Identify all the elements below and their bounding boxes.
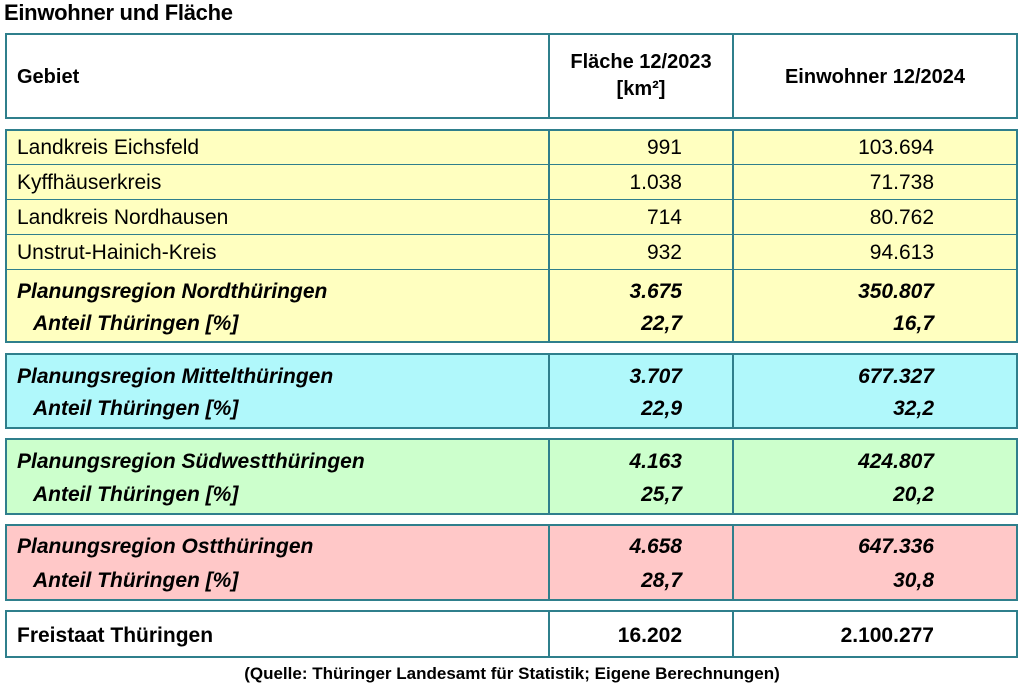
area-value: 932 bbox=[646, 241, 682, 264]
total-name: Freistaat Thüringen bbox=[17, 624, 214, 647]
total-block bbox=[5, 610, 1018, 658]
region-area: 3.675 bbox=[629, 280, 682, 303]
region-population: 350.807 bbox=[858, 280, 934, 303]
region-block-nord bbox=[5, 129, 1018, 343]
share-area: 22,7 bbox=[641, 312, 682, 335]
share-area: 28,7 bbox=[641, 569, 682, 592]
region-block-suedwest bbox=[5, 438, 1018, 515]
share-population: 32,2 bbox=[893, 397, 934, 420]
region-name: Planungsregion Ostthüringen bbox=[17, 535, 314, 558]
population-value: 94.613 bbox=[869, 241, 934, 264]
population-value: 103.694 bbox=[858, 136, 934, 159]
region-total-row bbox=[7, 361, 1016, 393]
district-name: Unstrut-Hainich-Kreis bbox=[17, 241, 217, 264]
area-value: 714 bbox=[646, 206, 682, 229]
share-area: 22,9 bbox=[641, 397, 682, 420]
region-total-row bbox=[7, 276, 1016, 308]
header-flaeche bbox=[550, 49, 732, 103]
total-population: 2.100.277 bbox=[840, 624, 934, 647]
region-area: 3.707 bbox=[629, 365, 682, 388]
share-label: Anteil Thüringen [%] bbox=[33, 312, 239, 335]
share-area: 25,7 bbox=[641, 483, 682, 506]
header-gebiet: Gebiet bbox=[17, 66, 80, 88]
region-area: 4.163 bbox=[629, 450, 682, 473]
share-population: 16,7 bbox=[893, 312, 934, 335]
share-population: 30,8 bbox=[893, 569, 934, 592]
region-area: 4.658 bbox=[629, 535, 682, 558]
table-row bbox=[7, 237, 1016, 269]
source-note: (Quelle: Thüringer Landesamt für Statistik; Eigene Berechnungen) bbox=[244, 664, 780, 683]
share-label: Anteil Thüringen [%] bbox=[33, 397, 239, 420]
table-header bbox=[5, 33, 1018, 119]
total-area: 16.202 bbox=[617, 624, 682, 647]
region-share-row bbox=[7, 479, 1016, 511]
population-value: 80.762 bbox=[869, 206, 934, 229]
region-share-row bbox=[7, 565, 1016, 597]
region-block-ost bbox=[5, 524, 1018, 601]
header-einwohner: Einwohner 12/2024 bbox=[784, 66, 966, 88]
region-block-mitte bbox=[5, 353, 1018, 429]
region-share-row bbox=[7, 393, 1016, 425]
table-row bbox=[7, 132, 1016, 164]
region-population: 677.327 bbox=[858, 365, 934, 388]
area-value: 1.038 bbox=[629, 171, 682, 194]
region-name: Planungsregion Südwestthüringen bbox=[17, 450, 365, 473]
population-value: 71.738 bbox=[869, 171, 934, 194]
share-population: 20,2 bbox=[893, 483, 934, 506]
region-population: 424.807 bbox=[858, 450, 934, 473]
table-row bbox=[7, 167, 1016, 199]
share-label: Anteil Thüringen [%] bbox=[33, 569, 239, 592]
region-name: Planungsregion Nordthüringen bbox=[17, 280, 328, 303]
district-name: Landkreis Eichsfeld bbox=[17, 136, 200, 159]
header-flaeche-unit: [km²] bbox=[616, 78, 666, 100]
total-row bbox=[7, 620, 1016, 652]
region-name: Planungsregion Mittelthüringen bbox=[17, 365, 334, 388]
region-total-row bbox=[7, 446, 1016, 478]
district-name: Kyffhäuserkreis bbox=[17, 171, 162, 194]
share-label: Anteil Thüringen [%] bbox=[33, 483, 239, 506]
region-total-row bbox=[7, 531, 1016, 563]
table-row bbox=[7, 202, 1016, 234]
header-flaeche-line1: Fläche 12/2023 bbox=[570, 51, 712, 73]
region-share-row bbox=[7, 308, 1016, 340]
district-name: Landkreis Nordhausen bbox=[17, 206, 229, 229]
area-value: 991 bbox=[646, 136, 682, 159]
table-title: Einwohner und Fläche bbox=[4, 0, 233, 25]
region-population: 647.336 bbox=[858, 535, 934, 558]
